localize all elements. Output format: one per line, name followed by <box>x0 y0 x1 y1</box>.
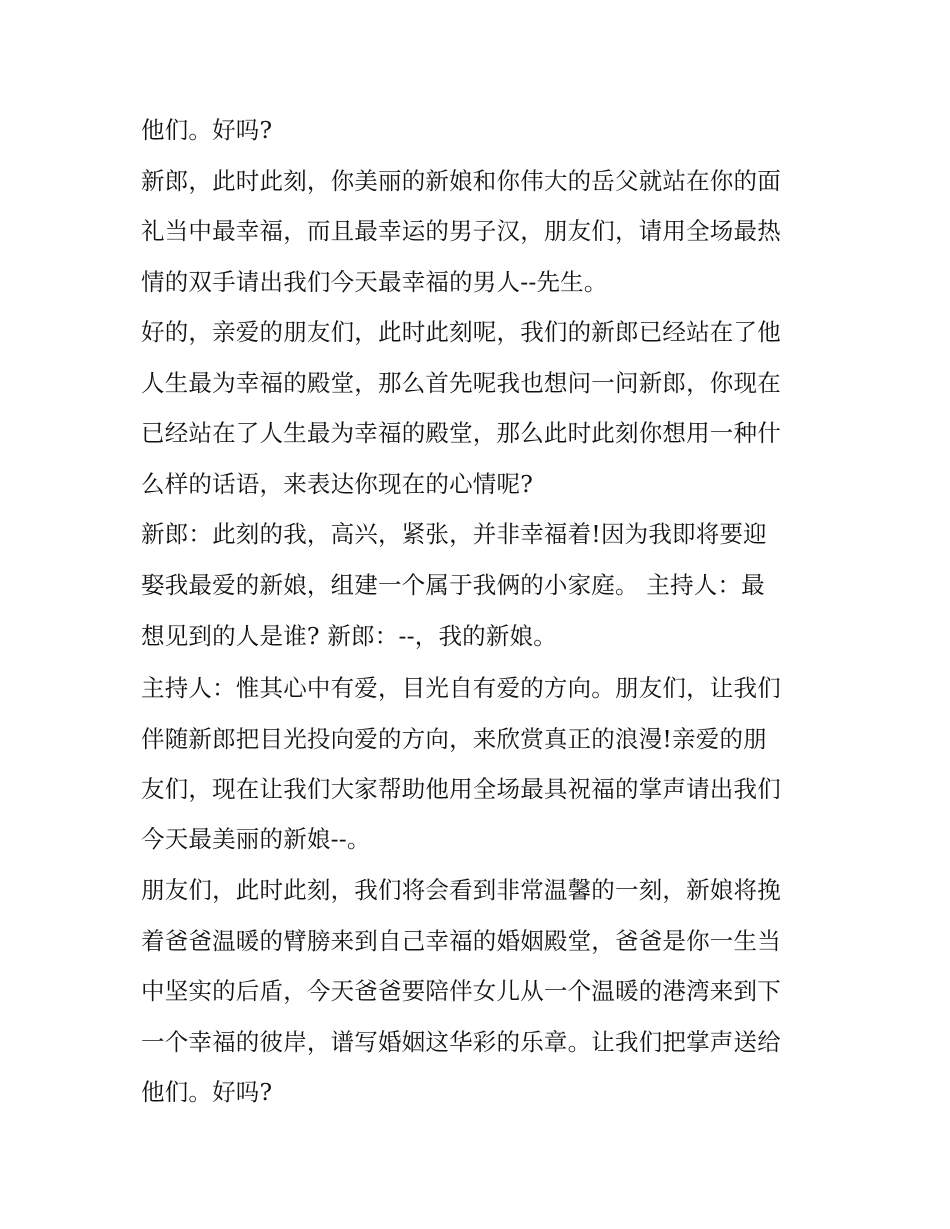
text-line: 一个幸福的彼岸，谱写婚姻这华彩的乐章。让我们把掌声送给 <box>141 1028 781 1056</box>
text-line: 已经站在了人生最为幸福的殿堂，那么此时此刻你想用一种什 <box>141 419 781 447</box>
text-line: 今天最美丽的新娘--。 <box>141 825 371 853</box>
text-line: 中坚实的后盾，今天爸爸要陪伴女儿从一个温暖的港湾来到下 <box>141 977 781 1005</box>
text-line: 着爸爸温暖的臂膀来到自己幸福的婚姻殿堂，爸爸是你一生当 <box>141 927 781 955</box>
text-line: 朋友们，此时此刻，我们将会看到非常温馨的一刻，新娘将挽 <box>141 876 781 904</box>
text-line: 友们，现在让我们大家帮助他用全场最具祝福的掌声请出我们 <box>141 775 781 803</box>
text-line: 礼当中最幸福，而且最幸运的男子汉，朋友们，请用全场最热 <box>141 217 781 245</box>
text-line: 主持人：惟其心中有爱，目光自有爱的方向。朋友们，让我们 <box>141 674 781 702</box>
text-line: 情的双手请出我们今天最幸福的男人--先生。 <box>141 268 608 296</box>
text-line: 人生最为幸福的殿堂，那么首先呢我也想问一问新郎，你现在 <box>141 369 781 397</box>
text-line: 么样的话语，来表达你现在的心情呢? <box>141 470 533 498</box>
text-line: 好的，亲爱的朋友们，此时此刻呢，我们的新郎已经站在了他 <box>141 318 781 346</box>
text-line: 新郎：此刻的我，高兴，紧张，并非幸福着!因为我即将要迎 <box>141 520 767 548</box>
text-line: 伴随新郎把目光投向爱的方向，来欣赏真正的浪漫!亲爱的朋 <box>141 725 767 753</box>
text-line: 他们。好吗? <box>141 116 273 144</box>
text-line: 他们。好吗? <box>141 1078 273 1106</box>
text-line: 娶我最爱的新娘，组建一个属于我俩的小家庭。 主持人：最 <box>141 571 765 599</box>
text-line: 想见到的人是谁? 新郎：--，我的新娘。 <box>141 622 557 650</box>
text-line: 新郎，此时此刻，你美丽的新娘和你伟大的岳父就站在你的面 <box>141 167 781 195</box>
